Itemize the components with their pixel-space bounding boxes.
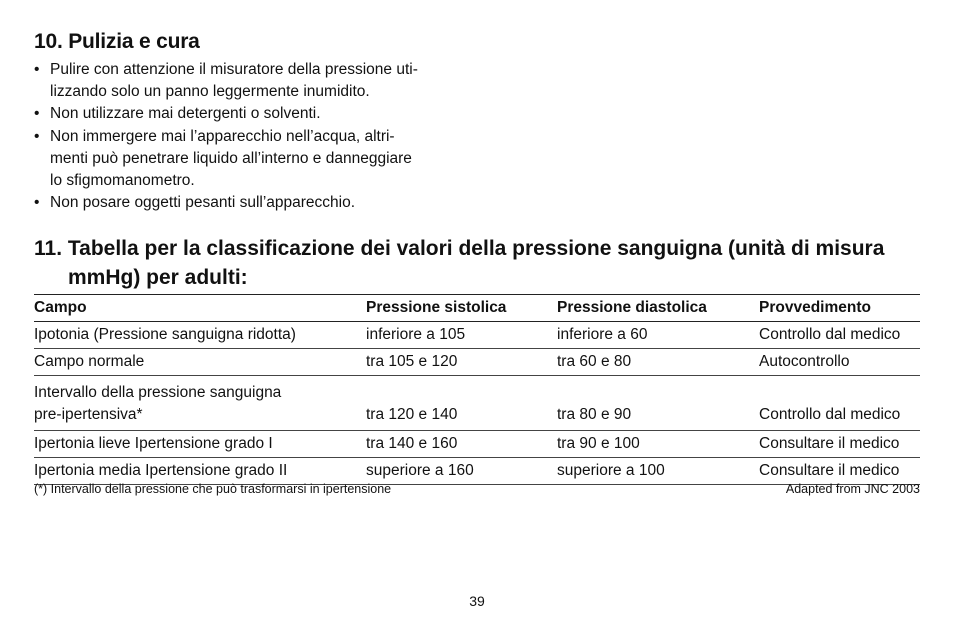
list-item-text: Non posare oggetti pesanti sull’apparecchio. bbox=[50, 194, 356, 212]
cell-diastolica: inferiore a 60 bbox=[557, 322, 759, 349]
list-item-text: Non utilizzare mai detergenti o solventi. bbox=[50, 105, 321, 123]
cell-campo: Ipertonia media Ipertensione grado II bbox=[34, 458, 366, 485]
blood-pressure-classification-table bbox=[34, 294, 920, 485]
list-item-text: Non immergere mai l’apparecchio nell’acqua, altri- bbox=[50, 127, 395, 145]
table-row bbox=[34, 349, 920, 376]
cell-campo: Campo normale bbox=[34, 349, 366, 376]
table-header-row bbox=[34, 295, 920, 322]
cell-provvedimento: Controllo dal medico bbox=[759, 322, 920, 349]
bullet-marker: • bbox=[34, 194, 40, 212]
header-campo: Campo bbox=[34, 295, 366, 322]
list-item bbox=[34, 59, 474, 103]
cell-sistolica: superiore a 160 bbox=[366, 458, 557, 485]
page-number: 39 bbox=[469, 593, 485, 609]
cleaning-instructions-list bbox=[34, 59, 474, 214]
cell-campo: Ipertonia lieve Ipertensione grado I bbox=[34, 431, 366, 458]
section-10-title: 10. Pulizia e cura bbox=[34, 30, 200, 53]
cell-campo bbox=[34, 376, 366, 431]
list-item bbox=[34, 126, 474, 193]
cell-provvedimento: Consultare il medico bbox=[759, 431, 920, 458]
cell-diastolica: superiore a 100 bbox=[557, 458, 759, 485]
section-11-title-line2: mmHg) per adulti: bbox=[68, 265, 248, 289]
cell-diastolica: tra 90 e 100 bbox=[557, 431, 759, 458]
table-row bbox=[34, 431, 920, 458]
list-item-text: lo sfigmomanometro. bbox=[50, 172, 195, 190]
cell-provvedimento: Consultare il medico bbox=[759, 458, 920, 485]
table-footnote: (*) Intervallo della pressione che può trasformarsi in ipertensione bbox=[34, 482, 392, 496]
list-item bbox=[34, 103, 474, 125]
header-sistolica: Pressione sistolica bbox=[366, 295, 557, 322]
bullet-marker: • bbox=[34, 105, 40, 123]
bullet-marker: • bbox=[34, 127, 40, 145]
list-item-text: menti può penetrare liquido all’interno e danneggiare bbox=[50, 149, 412, 167]
cell-sistolica: inferiore a 105 bbox=[366, 322, 557, 349]
cell-provvedimento: Controllo dal medico bbox=[759, 376, 920, 431]
cell-diastolica: tra 80 e 90 bbox=[557, 376, 759, 431]
cell-sistolica: tra 105 e 120 bbox=[366, 349, 557, 376]
section-11-title-line1: 11. Tabella per la classificazione dei valori della pressione sanguigna (unità di misura bbox=[34, 237, 885, 260]
cell-sistolica: tra 120 e 140 bbox=[366, 376, 557, 431]
table-row bbox=[34, 322, 920, 349]
cell-provvedimento: Autocontrollo bbox=[759, 349, 920, 376]
header-diastolica: Pressione diastolica bbox=[557, 295, 759, 322]
list-item-text: lizzando solo un panno leggermente inumidito. bbox=[50, 83, 370, 101]
table-source: Adapted from JNC 2003 bbox=[785, 482, 920, 496]
list-item bbox=[34, 192, 474, 214]
cell-campo-line1: Intervallo della pressione sanguigna bbox=[34, 384, 282, 401]
cell-sistolica: tra 140 e 160 bbox=[366, 431, 557, 458]
table-row bbox=[34, 458, 920, 485]
table-row bbox=[34, 376, 920, 431]
cell-campo-line2: pre-ipertensiva* bbox=[34, 406, 143, 423]
bullet-marker: • bbox=[34, 61, 40, 78]
section-11-title bbox=[34, 235, 924, 292]
cell-campo: Ipotonia (Pressione sanguigna ridotta) bbox=[34, 322, 366, 349]
header-provvedimento: Provvedimento bbox=[759, 295, 920, 322]
cell-diastolica: tra 60 e 80 bbox=[557, 349, 759, 376]
list-item-text: Pulire con attenzione il misuratore della pressione uti- bbox=[50, 61, 418, 78]
